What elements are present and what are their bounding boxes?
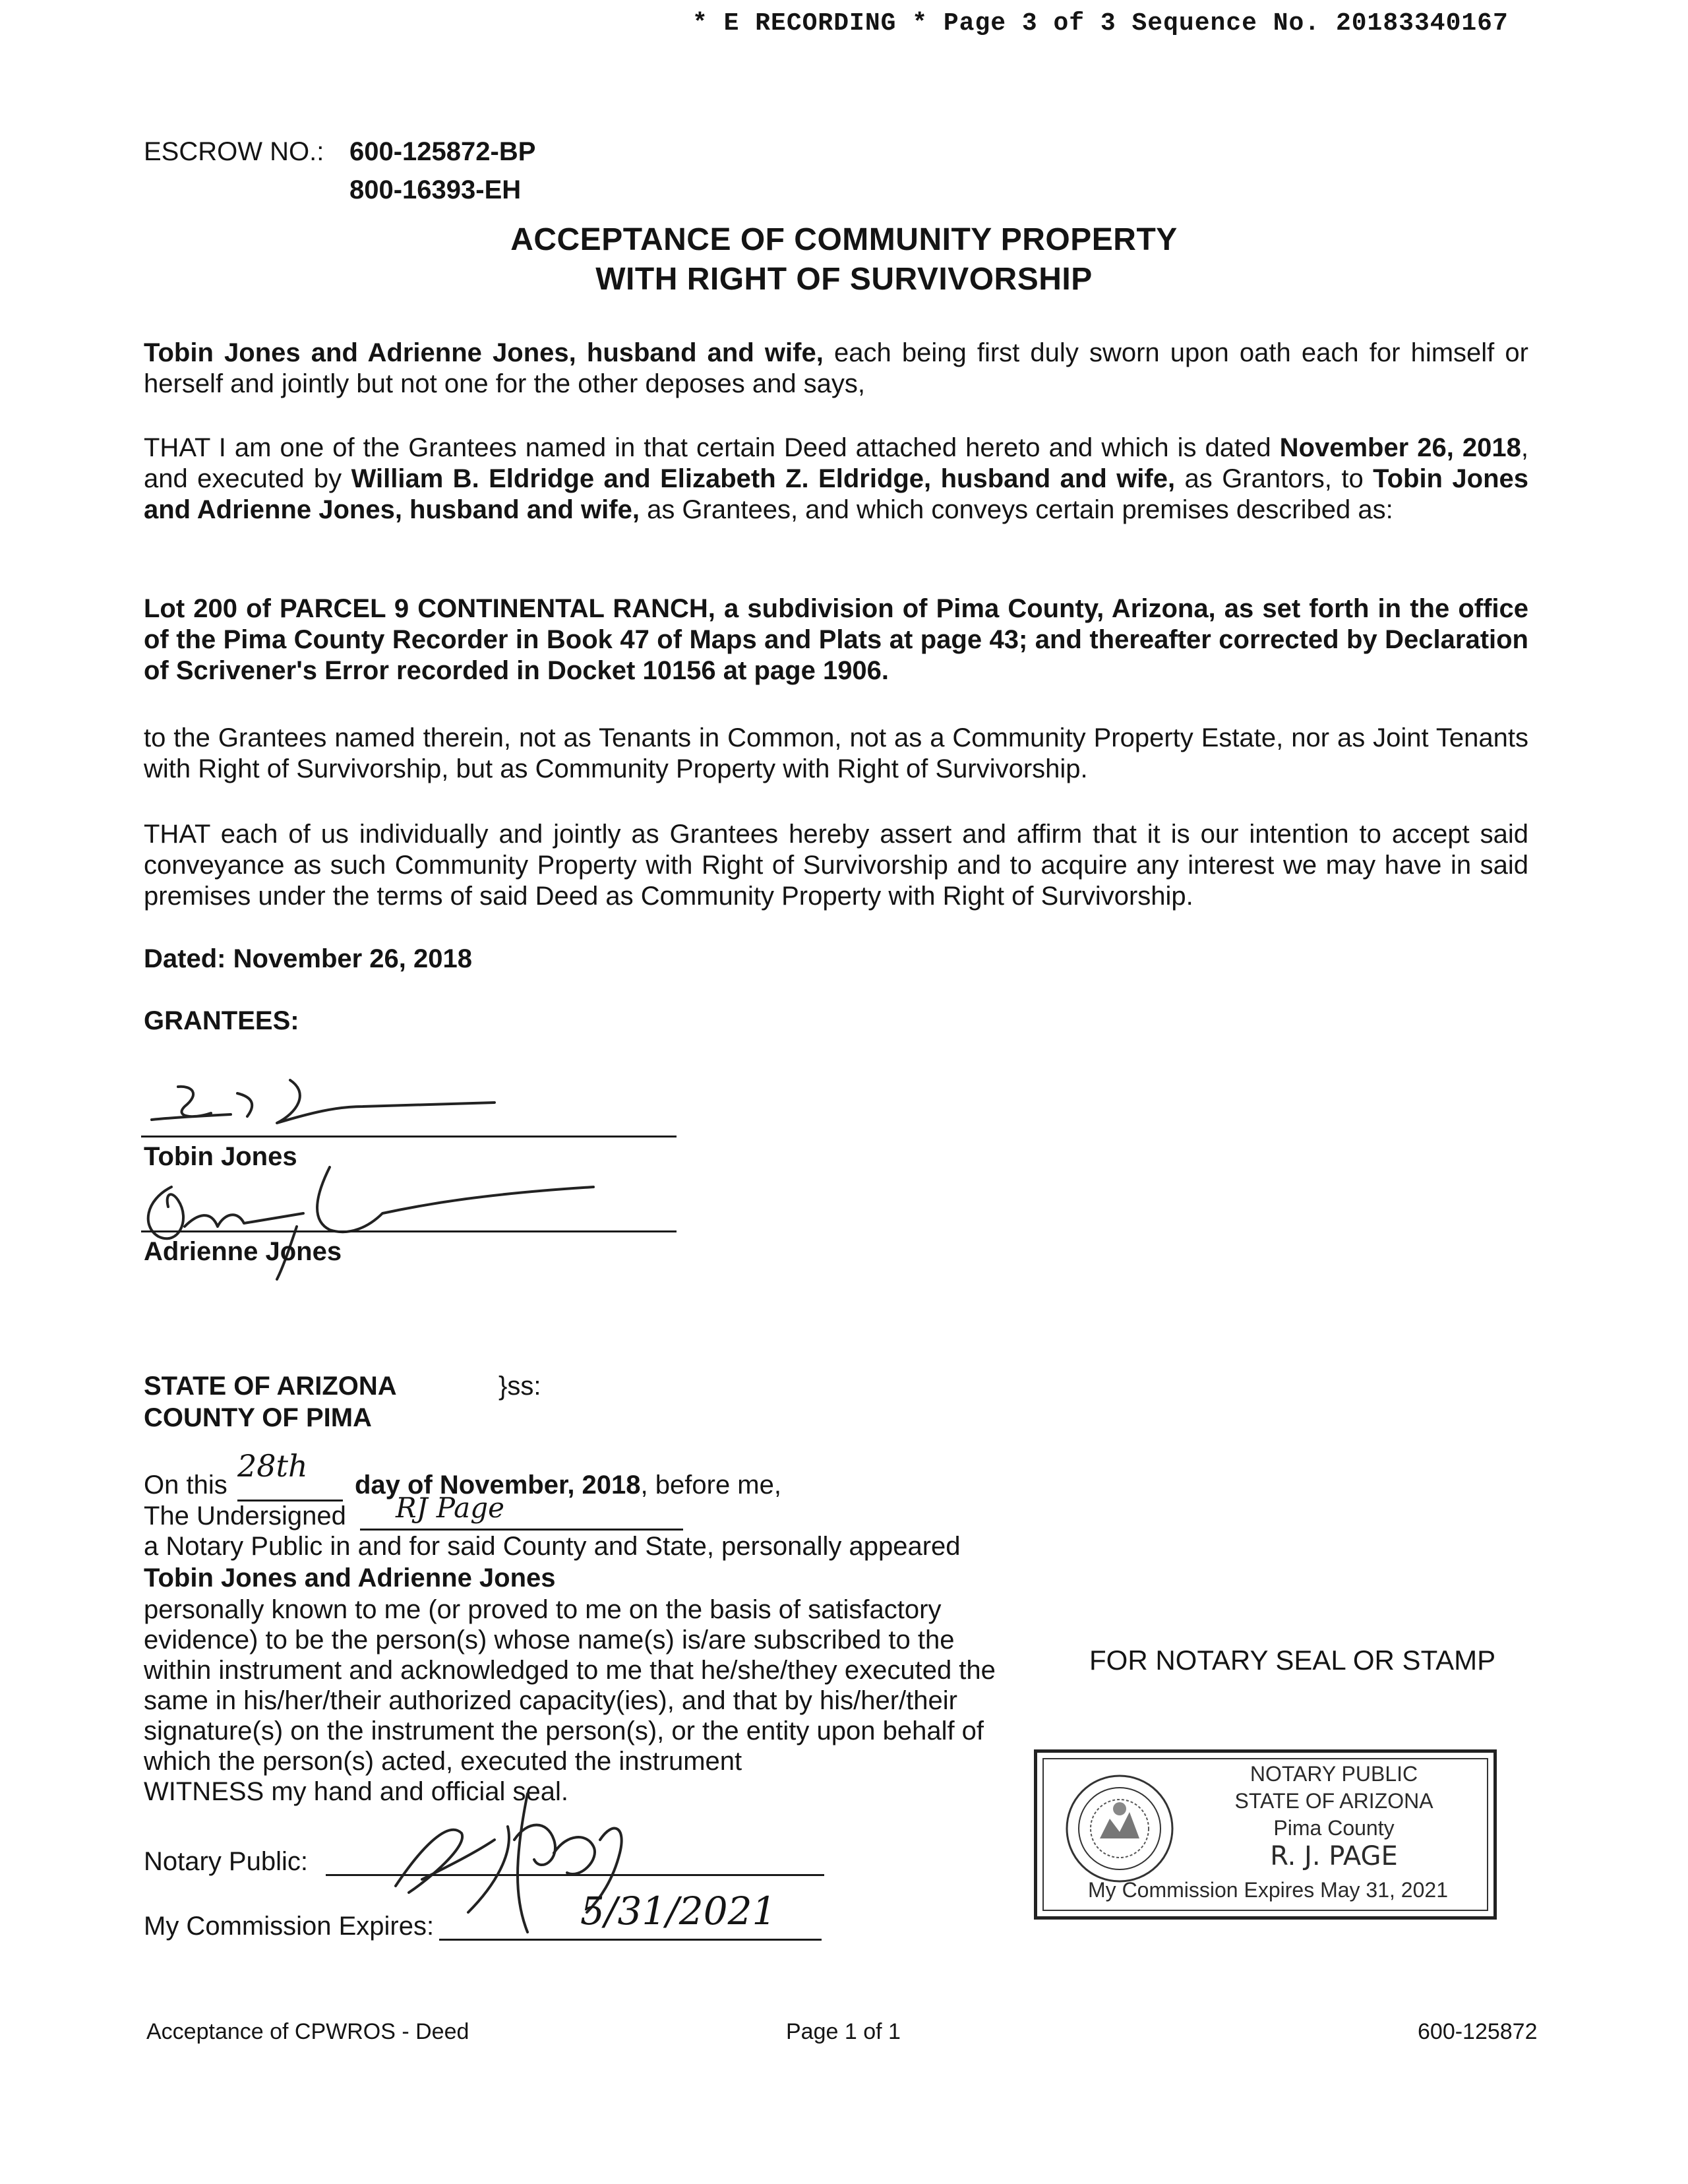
notary-line-6: evidence) to be the person(s) whose name(s) is/are subscribed to the: [144, 1625, 955, 1654]
stamp-commission-expires: My Commission Expires May 31, 2021: [1088, 1878, 1448, 1902]
grantee1-signature: [138, 1067, 547, 1139]
appeared-names: Tobin Jones and Adrienne Jones: [144, 1563, 556, 1592]
legal-description: Lot 200 of PARCEL 9 CONTINENTAL RANCH, a subdivision of Pima County, Arizona, as set forth in the office of the Pima County Recorder in Book 47 of Maps and Plats at page 43; and thereafter corrected by Declaration of Scrivener's Error recorded in Docket 10156 at page 1906.: [144, 594, 1528, 685]
stamp-county: Pima County: [1273, 1816, 1395, 1840]
undersigned-label: The Undersigned: [144, 1502, 346, 1531]
before-me-text: , before me,: [640, 1471, 781, 1500]
notary-line-3: a Notary Public in and for said County and State, personally appeared: [144, 1532, 961, 1561]
dated-line: Dated: November 26, 2018: [144, 944, 473, 973]
footer-page-number: Page 1 of 1: [786, 2019, 901, 2044]
grantee2-name: Adrienne Jones: [144, 1237, 342, 1266]
grantee2-signature-line: [141, 1230, 677, 1232]
notary-county: COUNTY OF PIMA: [144, 1403, 372, 1432]
document-title-line2: WITH RIGHT OF SURVIVORSHIP: [595, 262, 1093, 297]
stamp-notary-name: R. J. PAGE: [1270, 1841, 1398, 1871]
escrow-number-1: 600-125872-BP: [349, 137, 536, 166]
affiant-oath-text: each being first duly sworn upon oath each for himself or herself and jointly but not one for the other deposes and says,: [144, 338, 1528, 398]
notary-stamp: [1034, 1749, 1497, 1920]
notary-state: STATE OF ARIZONA: [144, 1372, 397, 1401]
handwritten-undersigned: RJ Page: [396, 1492, 504, 1524]
notary-line-9: signature(s) on the instrument the person(s), or the entity upon behalf of: [144, 1716, 984, 1745]
notary-line-10: which the person(s) acted, executed the instrument: [144, 1747, 742, 1776]
grantors-names: William B. Eldridge and Elizabeth Z. Eldridge, husband and wife,: [351, 464, 1176, 493]
document-title-line1: ACCEPTANCE OF COMMUNITY PROPERTY: [510, 222, 1178, 257]
grantee1-name: Tobin Jones: [144, 1142, 297, 1171]
deed-text-b: , and executed by: [144, 433, 1528, 493]
handwritten-commission-date: 5/31/2021: [580, 1889, 777, 1933]
handwritten-day: 28th: [237, 1448, 308, 1484]
day-of-month: day of November, 2018: [355, 1471, 641, 1500]
deed-text-d: as Grantees, and which conveys certain premises described as:: [639, 495, 1393, 524]
state-seal-icon: [1064, 1773, 1176, 1885]
affiants-names: Tobin Jones and Adrienne Jones, husband and wife,: [144, 338, 824, 367]
notary-line-5: personally known to me (or proved to me on the basis of satisfactory: [144, 1595, 942, 1624]
footer-document-name: Acceptance of CPWROS - Deed: [146, 2019, 469, 2044]
seal-label: FOR NOTARY SEAL OR STAMP: [1089, 1645, 1496, 1676]
grantees-label: GRANTEES:: [144, 1006, 299, 1035]
recording-header: * E RECORDING * Page 3 of 3 Sequence No. 20183340167: [692, 9, 1509, 38]
commission-field-line: [439, 1939, 822, 1941]
deed-text-a: THAT I am one of the Grantees named in that certain Deed attached hereto and which is dated: [144, 433, 1280, 462]
notary-public-label: Notary Public:: [144, 1847, 308, 1876]
on-this-label: On this: [144, 1471, 227, 1500]
affiant-paragraph: [144, 338, 1528, 400]
deed-date: November 26, 2018: [1279, 433, 1521, 462]
deed-text-c: as Grantors, to: [1175, 464, 1373, 493]
undersigned-field-line: [360, 1529, 683, 1531]
tenancy-paragraph: to the Grantees named therein, not as Tenants in Common, not as a Community Property Estate, nor as Joint Tenants with Right of Survivorship, but as Community Property with Right of Survivorship.: [144, 723, 1528, 783]
grantee1-signature-line: [141, 1136, 677, 1138]
notary-line-8: same in his/her/their authorized capacity(ies), and that by his/her/their: [144, 1686, 957, 1715]
stamp-notary-public: NOTARY PUBLIC: [1250, 1762, 1418, 1786]
escrow-number-2: 800-16393-EH: [349, 175, 522, 204]
affirmation-paragraph: THAT each of us individually and jointly as Grantees hereby assert and affirm that it is our intention to accept said conveyance as such Community Property with Right of Survivorship and to acquire any interest we may have in said premises under the terms of said Deed as Community Property with Right of Survivorship.: [144, 820, 1528, 911]
stamp-state: STATE OF ARIZONA: [1234, 1789, 1433, 1813]
commission-expires-label: My Commission Expires:: [144, 1912, 435, 1941]
escrow-label: ESCROW NO.:: [144, 137, 324, 166]
notary-ss: }ss:: [498, 1372, 541, 1401]
witness-line: WITNESS my hand and official seal.: [144, 1777, 568, 1806]
grantees-names: Tobin Jones and Adrienne Jones, husband and wife,: [144, 464, 1529, 524]
notary-line-7: within instrument and acknowledged to me that he/she/they executed the: [144, 1656, 996, 1685]
deed-paragraph: [144, 433, 1528, 526]
footer-escrow-number: 600-125872: [1418, 2019, 1538, 2044]
